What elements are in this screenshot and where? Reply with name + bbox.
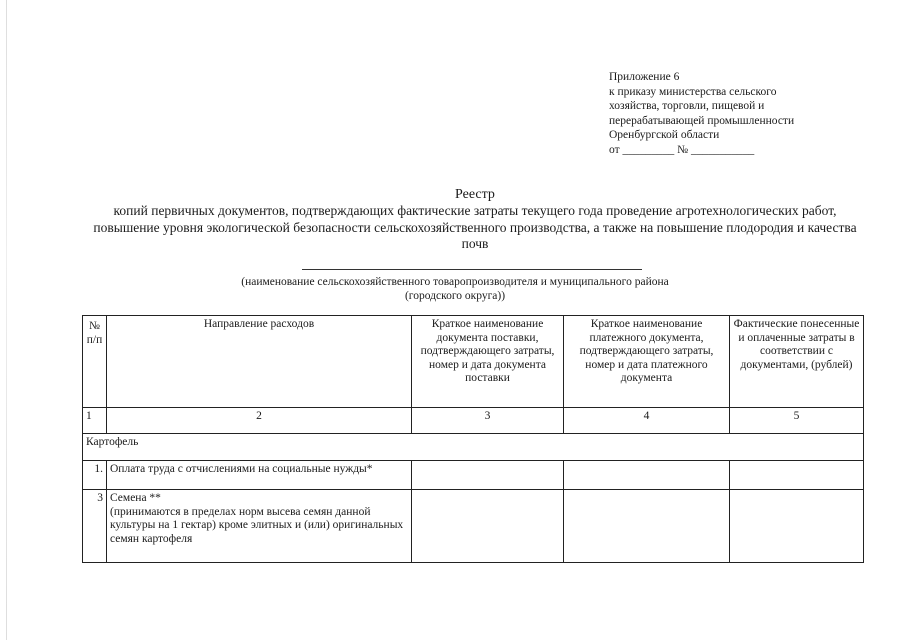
appendix-line: хозяйства, торговли, пищевой и [609, 100, 765, 113]
producer-caption-line: (городского округа)) [404, 290, 506, 302]
document-title: Реестр [455, 187, 495, 202]
appendix-line: перерабатывающей промышленности [609, 114, 795, 127]
column-number: 3 [412, 408, 564, 434]
row-supply-document [412, 490, 564, 563]
row-direction-title: Семена ** [110, 492, 161, 504]
row-payment-document [564, 461, 730, 490]
appendix-line: Приложение 6 [609, 71, 680, 83]
row-actual-costs [730, 461, 864, 490]
document-description: копий первичных документов, подтверждающих фактические затраты текущего года проведение агротехнологических работ, повышение уровня экологической безопасности сельскохозяйственного производства, а также на повышение плодородия и качества почв [93, 203, 857, 251]
column-number: 5 [730, 408, 864, 434]
row-payment-document [564, 490, 730, 563]
producer-caption-line: (наименование сельскохозяйственного товаропроизводителя и муниципального района [241, 276, 669, 288]
header-number: № п/п [83, 316, 107, 408]
producer-caption [180, 275, 730, 303]
row-direction [107, 490, 412, 563]
producer-name-blank-line [302, 269, 642, 270]
row-number: 3 [83, 490, 107, 563]
header-actual-costs: Фактические понесенные и оплаченные затраты в соответствии с документами, (рублей) [730, 316, 864, 408]
header-supply-document: Краткое наименование документа поставки, подтверждающего затраты, номер и дата документа поставки [412, 316, 564, 408]
document-title-block [60, 186, 890, 253]
header-payment-document: Краткое наименование платежного документа, подтверждающего затраты, номер и дата платежного документа [564, 316, 730, 408]
column-number-row [83, 408, 864, 434]
appendix-line: к приказу министерства сельского [609, 85, 777, 98]
header-direction: Направление расходов [107, 316, 412, 408]
table-header-row [83, 316, 864, 408]
table-row [83, 461, 864, 490]
column-number: 4 [564, 408, 730, 434]
row-supply-document [412, 461, 564, 490]
appendix-date-number-line: от _________ № ___________ [609, 143, 755, 156]
row-actual-costs [730, 490, 864, 563]
section-row [83, 434, 864, 461]
row-number: 1. [83, 461, 107, 490]
appendix-line: Оренбургской области [609, 129, 720, 142]
row-direction: Оплата труда с отчислениями на социальные нужды* [107, 461, 412, 490]
table-row [83, 490, 864, 563]
appendix-note [609, 70, 899, 158]
registry-table [82, 315, 864, 563]
row-direction-note: (принимаются в пределах норм высева семян данной культуры на 1 гектар) кроме элитных и (или) оригинальных семян картофеля [110, 505, 404, 545]
column-number: 1 [83, 408, 107, 434]
section-title: Картофель [83, 434, 864, 461]
scan-edge [6, 0, 7, 640]
column-number: 2 [107, 408, 412, 434]
